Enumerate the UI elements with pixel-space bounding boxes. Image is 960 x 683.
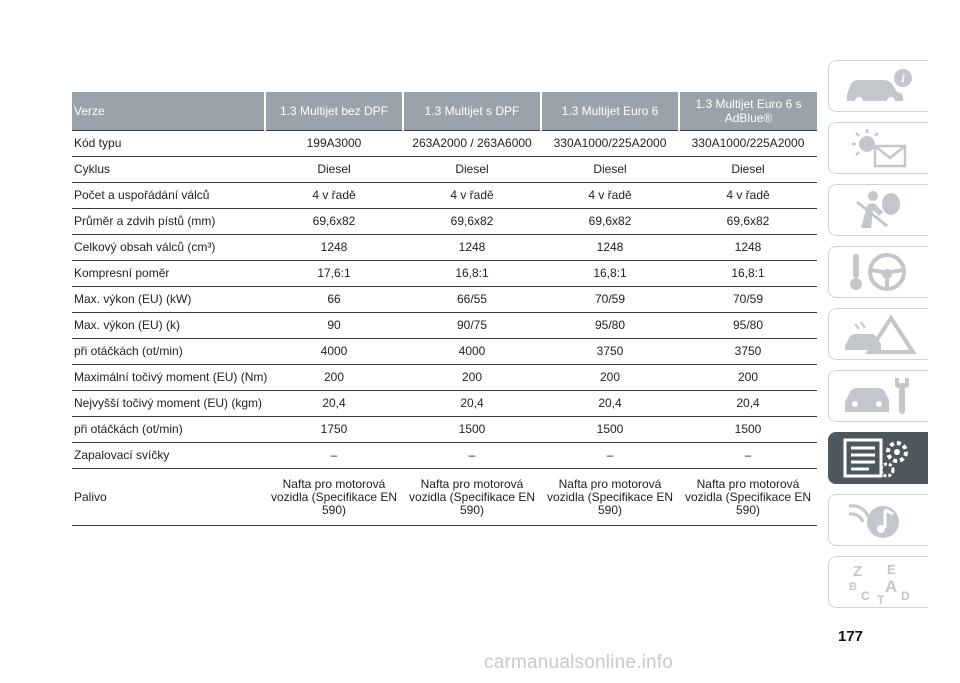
tab-warning-lights[interactable] [828,122,928,174]
cell: 1500 [679,417,817,443]
cell: 200 [679,365,817,391]
row-label: Max. výkon (EU) (kW) [72,287,265,313]
cell: 4 v řadě [679,183,817,209]
index-letter: B [848,581,857,593]
cell: 1248 [403,235,541,261]
row-label: Zapalovací svíčky [72,443,265,469]
technical-data-icon [839,436,919,480]
tab-steering-wheel[interactable] [828,246,928,298]
header-column: 1.3 Multijet s DPF [403,92,541,131]
table-row [72,261,817,287]
cell: 16,8:1 [403,261,541,287]
table-row [72,391,817,417]
cell: Diesel [541,157,679,183]
cell: 20,4 [265,391,403,417]
car-maintenance-icon [839,374,919,418]
cell: 263A2000 / 263A6000 [403,131,541,157]
table-row [72,131,817,157]
cell: 1750 [265,417,403,443]
cell: 200 [265,365,403,391]
tab-breakdown[interactable] [828,308,928,360]
row-label: Max. výkon (EU) (k) [72,313,265,339]
cell: 20,4 [541,391,679,417]
cell: 16,8:1 [679,261,817,287]
cell: 20,4 [679,391,817,417]
cell: 17,6:1 [265,261,403,287]
header-column: 1.3 Multijet Euro 6 [541,92,679,131]
cell: Diesel [403,157,541,183]
cell: Nafta pro motorová vozidla (Specifikace EN 590) [403,469,541,526]
cell: 3750 [541,339,679,365]
cell: 95/80 [541,313,679,339]
cell: 70/59 [679,287,817,313]
cell: 66/55 [403,287,541,313]
cell: 4 v řadě [265,183,403,209]
specification-table [72,92,817,526]
row-label: Kompresní poměr [72,261,265,287]
cell: 90 [265,313,403,339]
cell: 1500 [541,417,679,443]
row-label: Cyklus [72,157,265,183]
header-column: 1.3 Multijet Euro 6 s AdBlue® [679,92,817,131]
multimedia-icon [839,498,919,542]
cell: – [679,443,817,469]
cell: 200 [403,365,541,391]
cell: 4000 [265,339,403,365]
cell: 4000 [403,339,541,365]
row-label: při otáčkách (ot/min) [72,417,265,443]
cell: 4 v řadě [403,183,541,209]
row-label: Průměr a zdvih pístů (mm) [72,209,265,235]
row-label: Nejvyšší točivý moment (EU) (kgm) [72,391,265,417]
cell: 1248 [265,235,403,261]
cell: Nafta pro motorová vozidla (Specifikace EN 590) [265,469,403,526]
cell: Diesel [679,157,817,183]
header-column: 1.3 Multijet bez DPF [265,92,403,131]
cell: 330A1000/225A2000 [679,131,817,157]
airbag-safety-icon [839,188,919,232]
table-row [72,183,817,209]
cell: 69,6x82 [679,209,817,235]
tab-airbag-safety[interactable] [828,184,928,236]
page-number: 177 [838,628,864,645]
row-label: Počet a uspořádání válců [72,183,265,209]
table-row [72,313,817,339]
cell: 200 [541,365,679,391]
index-letter: E [886,562,896,577]
index-letter: A [884,577,897,596]
cell: 90/75 [403,313,541,339]
car-info-icon [839,64,919,108]
warning-lights-icon [839,126,919,170]
cell: 4 v řadě [541,183,679,209]
tab-multimedia[interactable] [828,494,928,546]
table-row [72,469,817,526]
index-letters-icon [839,560,919,604]
table-row [72,209,817,235]
table-row [72,235,817,261]
table-row [72,365,817,391]
table-header-row [72,92,817,131]
row-label: Maximální točivý moment (EU) (Nm) [72,365,265,391]
cell: 199A3000 [265,131,403,157]
cell: Nafta pro motorová vozidla (Specifikace EN 590) [541,469,679,526]
cell: 69,6x82 [541,209,679,235]
svg-text:i: i [900,71,905,85]
cell: 1500 [403,417,541,443]
cell: Diesel [265,157,403,183]
cell: 69,6x82 [265,209,403,235]
index-letter: Z [852,563,862,580]
watermark: carmanualsonline.info [484,652,674,673]
row-label: při otáčkách (ot/min) [72,339,265,365]
cell: 330A1000/225A2000 [541,131,679,157]
cell: 1248 [679,235,817,261]
cell: 95/80 [679,313,817,339]
cell: 70/59 [541,287,679,313]
tab-technical-data[interactable] [828,432,928,484]
index-letter: T [876,593,884,604]
tab-maintenance[interactable] [828,370,928,422]
cell: – [403,443,541,469]
cell: 3750 [679,339,817,365]
cell: 20,4 [403,391,541,417]
tab-index[interactable] [828,556,928,608]
row-label: Palivo [72,469,265,526]
table-row [72,339,817,365]
row-label: Celkový obsah válců (cm³) [72,235,265,261]
cell: 1248 [541,235,679,261]
cell: – [541,443,679,469]
cell: 66 [265,287,403,313]
cell: 16,8:1 [541,261,679,287]
table-row [72,157,817,183]
header-version: Verze [72,92,265,131]
index-letter: D [900,589,910,603]
tab-car-info[interactable] [828,60,928,112]
chapter-tabs [828,60,928,618]
steering-wheel-key-icon [839,250,919,294]
breakdown-triangle-icon [839,312,919,356]
table-row [72,287,817,313]
cell: – [265,443,403,469]
index-letter: C [860,589,870,603]
cell: Nafta pro motorová vozidla (Specifikace EN 590) [679,469,817,526]
table-row [72,443,817,469]
row-label: Kód typu [72,131,265,157]
table-row [72,417,817,443]
cell: 69,6x82 [403,209,541,235]
